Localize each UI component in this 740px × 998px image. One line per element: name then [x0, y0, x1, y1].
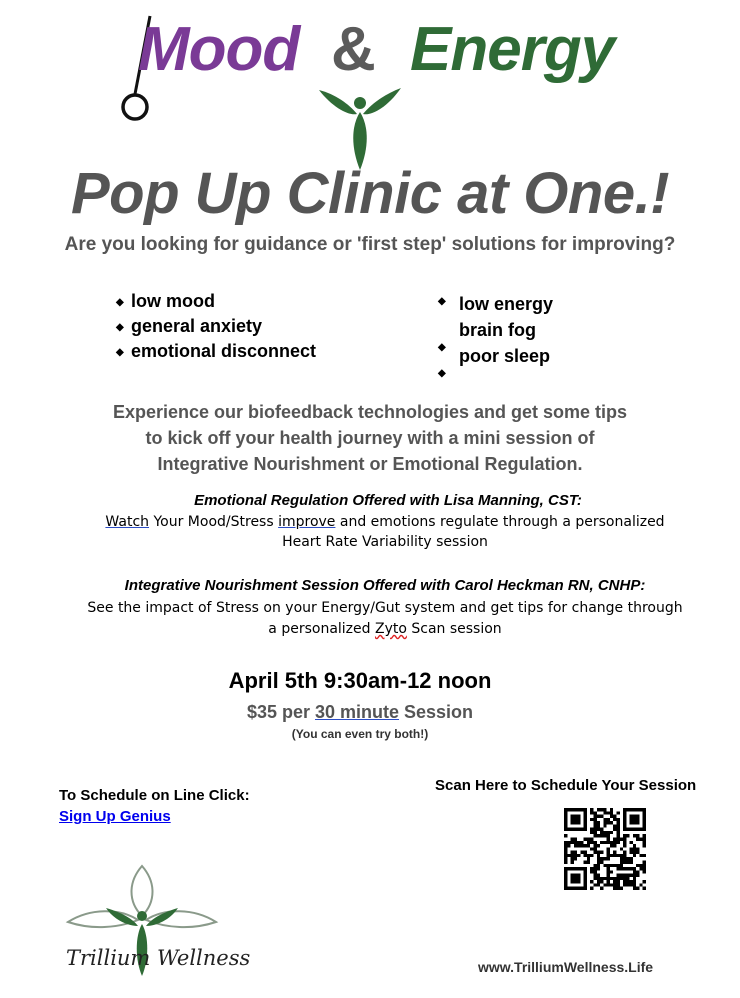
title-energy: Energy [410, 15, 615, 84]
emotional-regulation-heading: Emotional Regulation Offered with Lisa Manning, CST: [194, 492, 582, 509]
event-price: $35 per 30 minute Session [246, 702, 474, 722]
emotional-regulation-description: Watch Your Mood/Stress improve and emotions regulate through a personalized Heart Rate Variability session [105, 514, 665, 550]
list-item: ◆ general anxiety [116, 316, 263, 336]
title-mood: Mood [138, 15, 300, 84]
diamond-bullet-icon: ◆ [438, 342, 446, 353]
integrative-nourishment-description: See the impact of Stress on your Energy/Gut system and get tips for change through a personalized Zyto Scan session [87, 600, 683, 637]
page-title: Pop Up Clinic at One.! [70, 161, 670, 226]
diamond-bullet-icon: ◆ [116, 322, 124, 333]
list-item: poor sleep [459, 346, 551, 366]
event-date: April 5th 9:30am-12 noon [228, 668, 492, 693]
integrative-nourishment-heading: Integrative Nourishment Session Offered with Carol Heckman RN, CNHP: [124, 577, 646, 594]
diamond-bullet-icon: ◆ [116, 297, 124, 308]
list-item: brain fog [459, 320, 536, 340]
list-item: low energy [459, 294, 554, 314]
symptom-list-left [113, 291, 316, 366]
list-item: ◆ emotional disconnect [116, 341, 317, 361]
event-note: (You can even try both!) [291, 727, 429, 741]
diamond-bullet-icon: ◆ [116, 347, 124, 358]
diamond-bullet-icon: ◆ [438, 368, 446, 379]
diamond-bullet-icon: ◆ [438, 296, 446, 307]
website-url: www.TrilliumWellness.Life [478, 959, 654, 975]
experience-paragraph: Experience our biofeedback technologies and get some tips to kick off your health journey with a mini session of Integrative Nourishment or Emotional Regulation. [112, 402, 628, 474]
list-item: ◆ low mood [116, 291, 215, 311]
intro-question: Are you looking for guidance or 'first step' solutions for improving? [64, 234, 676, 255]
scan-label: Scan Here to Schedule Your Session [435, 777, 697, 794]
logo-text: Trillium Wellness [66, 946, 251, 970]
qr-code[interactable] [564, 808, 646, 890]
sign-up-genius-link[interactable]: Sign Up Genius [59, 808, 171, 825]
title-ampersand: & [331, 15, 376, 84]
symptom-list-right [459, 294, 553, 372]
schedule-label: To Schedule on Line Click: [59, 787, 250, 804]
